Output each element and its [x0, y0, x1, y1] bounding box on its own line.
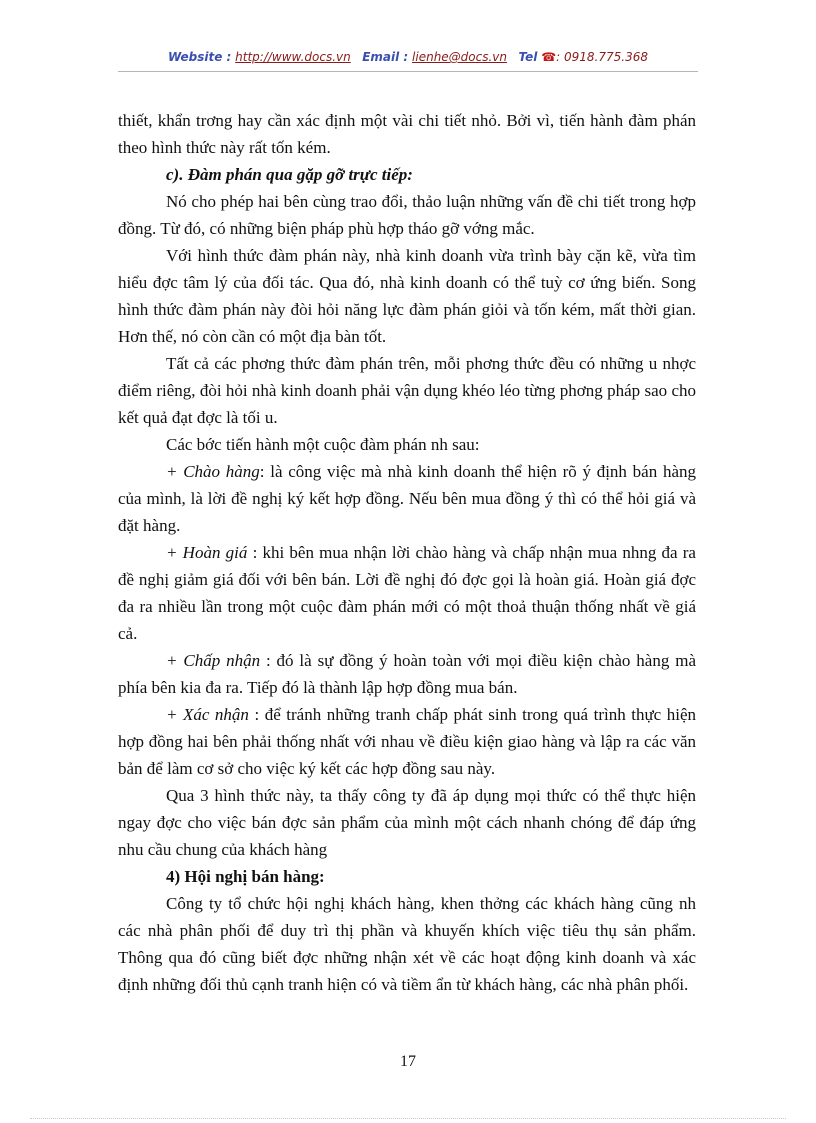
phone-icon: ☎: [541, 50, 557, 64]
term-counter-offer: + Hoàn giá: [166, 543, 248, 562]
page-bottom-border: [30, 1118, 786, 1119]
website-label: Website :: [168, 50, 232, 64]
step-text: : là công việc mà nhà kinh doanh thể hiện rõ ý định bán hàng của mình, là lời đề nghị ký kết hợp đồng. Nếu bên mua đồng ý thì có thể hỏi giá và đặt hàng.: [118, 462, 696, 535]
step-confirmation: [118, 701, 696, 782]
page-header: [118, 50, 698, 64]
term-offer: + Chào hàng: [166, 462, 260, 481]
tel-label: Tel: [518, 50, 538, 64]
section-heading-c: c). Đàm phán qua gặp gỡ trực tiếp:: [166, 165, 413, 184]
step-text: : khi bên mua nhận lời chào hàng và chấp nhận mua nhng đa ra đề nghị giảm giá đối với bên bán. Lời đề nghị đó đợc gọi là hoàn giá. Hoàn giá đợc đa ra nhiều lần trong một cuộc đàm phán mới có một thoả thuận thống nhất về giá cả.: [118, 543, 696, 643]
paragraph: Tất cả các phơng thức đàm phán trên, mỗi phơng thức đều có những u nhợc điểm riêng, đòi hỏi nhà kinh doanh phải vận dụng khéo léo từng phơng pháp sao cho kết quả đạt đợc là tối u.: [118, 354, 696, 427]
email-label: Email :: [362, 50, 409, 64]
step-counter-offer: [118, 539, 696, 647]
paragraph: Công ty tổ chức hội nghị khách hàng, khen thởng các khách hàng cũng nh các nhà phân phối để duy trì thị phần và khuyến khích việc tiêu thụ sản phẩm. Thông qua đó cũng biết đợc những nhận xét về các hoạt động kinh doanh và xác định những đối thủ cạnh tranh hiện có và tiềm ẩn từ khách hàng, các nhà phân phối.: [118, 894, 696, 994]
email-link[interactable]: lienhe@docs.vn: [412, 50, 508, 64]
page-number: 17: [400, 1053, 416, 1070]
paragraph: Các bớc tiến hành một cuộc đàm phán nh sau:: [166, 435, 480, 454]
tel-number: : 0918.775.368: [556, 50, 648, 64]
website-link[interactable]: http://www.docs.vn: [235, 50, 351, 64]
step-offer: [118, 458, 696, 539]
paragraph: Qua 3 hình thức này, ta thấy công ty đã áp dụng mọi thức có thể thực hiện ngay đợc cho việc bán đợc sản phẩm của mình một cách nhanh chóng để đáp ứng nhu cầu chung của khách hàng: [118, 786, 696, 859]
step-acceptance: [118, 647, 696, 701]
paragraph: Với hình thức đàm phán này, nhà kinh doanh vừa trình bày cặn kẽ, vừa tìm hiểu đợc tâm lý của đối tác. Qua đó, nhà kinh doanh có thể tuỳ cơ ứng biến. Song hình thức đàm phán này đòi hỏi năng lực đàm phán giỏi và tốn kém, mất thời gian. Hơn thế, nó còn cần có một địa bàn tốt.: [118, 246, 696, 346]
step-text: : đó là sự đồng ý hoàn toàn với mọi điều kiện chào hàng mà phía bên kia đa ra. Tiếp đó là thành lập hợp đồng mua bán.: [118, 651, 696, 697]
paragraph: Nó cho phép hai bên cùng trao đổi, thảo luận những vấn đề chi tiết trong hợp đồng. Từ đó, có những biện pháp phù hợp tháo gỡ vớng mắc.: [118, 192, 696, 238]
term-confirmation: + Xác nhận: [166, 705, 249, 724]
document-body: [118, 107, 696, 998]
step-text: : để tránh những tranh chấp phát sinh trong quá trình thực hiện hợp đồng hai bên phải thống nhất với nhau về điều kiện giao hàng và lập ra các văn bản để làm cơ sở cho việc ký kết các hợp đồng sau này.: [118, 705, 696, 778]
header-divider: [118, 71, 698, 72]
section-heading-4: 4) Hội nghị bán hàng:: [166, 867, 325, 886]
paragraph: thiết, khẩn trơng hay cần xác định một vài chi tiết nhỏ. Bởi vì, tiến hành đàm phán theo hình thức này rất tốn kém.: [118, 111, 696, 157]
term-acceptance: + Chấp nhận: [166, 651, 261, 670]
